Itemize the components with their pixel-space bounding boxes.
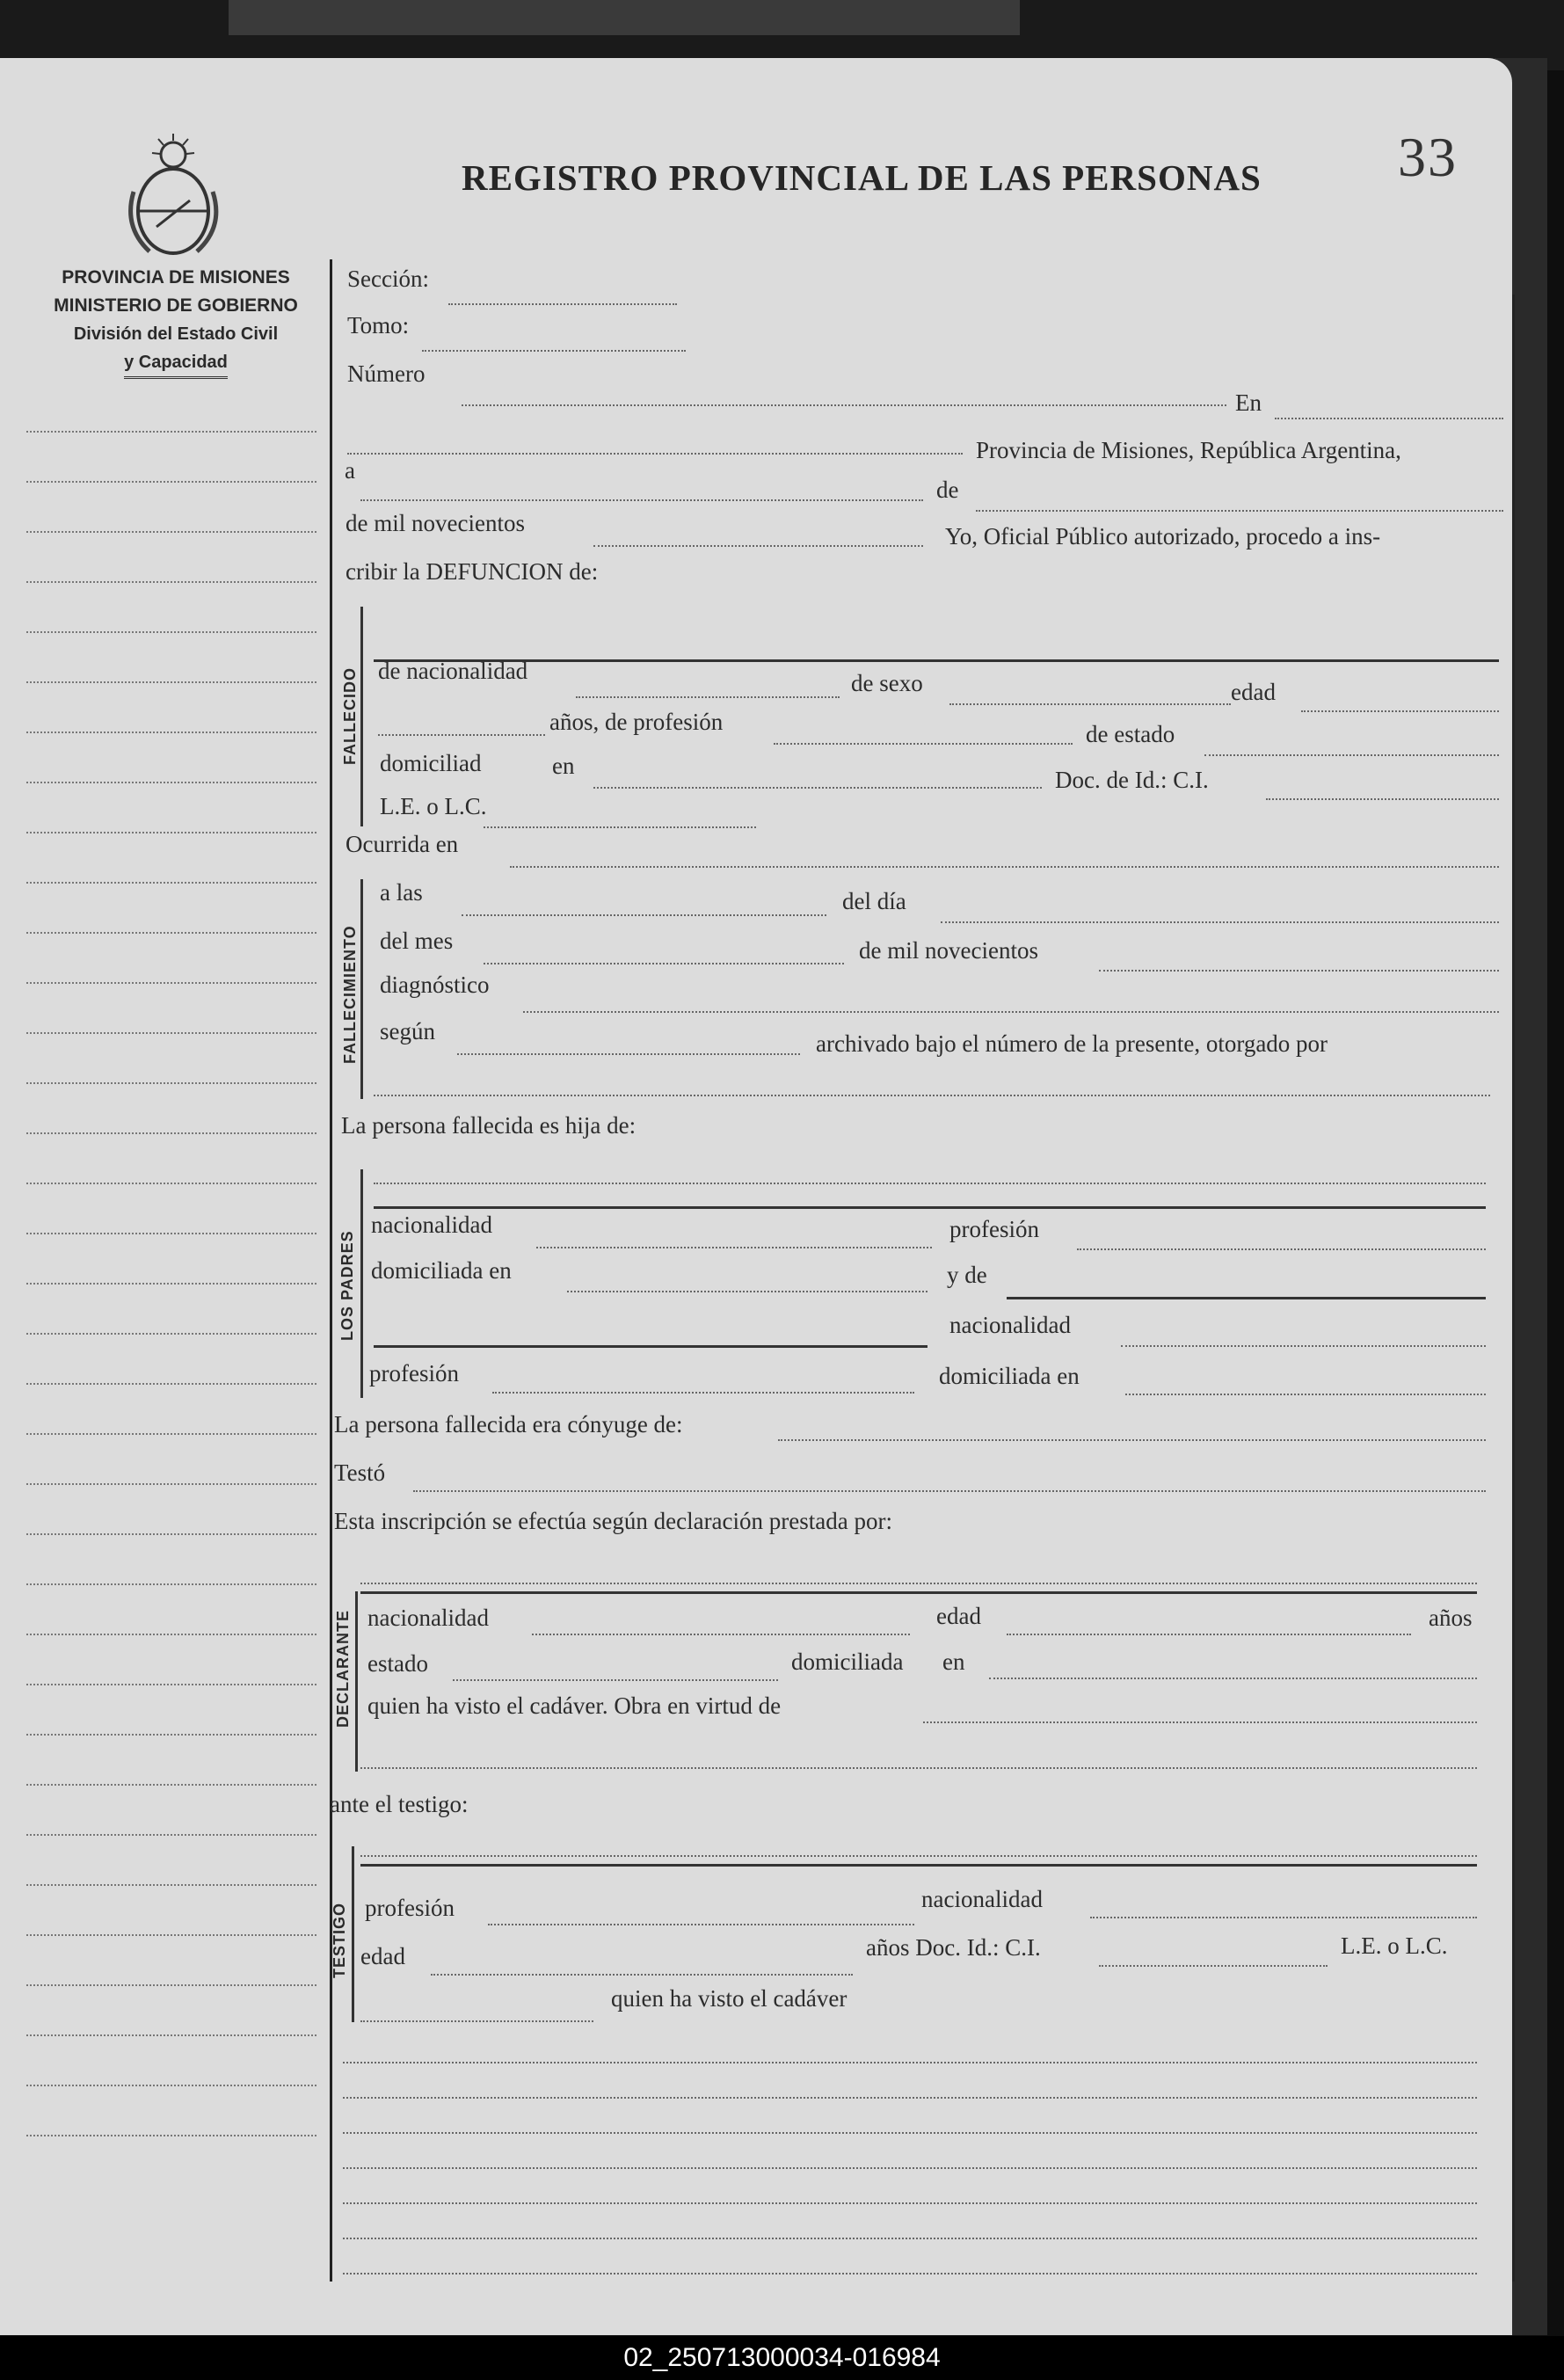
label-declarante-quien: quien ha visto el cadáver. Obra en virtud de <box>367 1692 782 1719</box>
label-declaracion: Esta inscripción se efectúa según declaración prestada por: <box>334 1508 892 1534</box>
label-fallecido-estado: de estado <box>1086 721 1175 747</box>
field-a-las[interactable] <box>462 914 826 916</box>
field-fallecido-estado[interactable] <box>1204 754 1499 756</box>
field-fallecido-domicilio[interactable] <box>593 787 1042 789</box>
field-lugar[interactable] <box>347 453 963 455</box>
field-madre-nacionalidad[interactable] <box>1121 1345 1486 1347</box>
label-ocurrida: Ocurrida en <box>346 831 459 857</box>
field-declarante-line[interactable] <box>360 1591 1477 1594</box>
field-testigo-nombre[interactable] <box>360 1855 1477 1857</box>
field-declarante-nombre[interactable] <box>360 1583 1477 1584</box>
issuer-division: División del Estado Civil <box>73 324 279 344</box>
label-fallecido-en: en <box>552 753 575 779</box>
fallecimiento-bracket <box>360 879 363 1099</box>
field-nombre-fallecido[interactable] <box>374 659 1499 662</box>
label-testigo-anos-doc: años Doc. Id.: C.I. <box>866 1934 1041 1961</box>
label-declarante-nacionalidad: nacionalidad <box>367 1605 489 1631</box>
label-fallecido-anos-profesion: años, de profesión <box>549 709 724 735</box>
label-declarante-en: en <box>942 1649 965 1675</box>
notes-line[interactable] <box>343 2238 1477 2239</box>
issuer-capacity: y Capacidad <box>124 348 228 379</box>
section-label-fallecido: FALLECIDO <box>341 667 359 765</box>
field-fallecido-sexo[interactable] <box>949 703 1231 705</box>
label-testo: Testó <box>334 1459 386 1486</box>
field-padre-nombre[interactable] <box>374 1183 1486 1184</box>
issuer-ministry: MINISTERIO DE GOBIERNO <box>54 295 298 316</box>
field-testigo-edad[interactable] <box>431 1974 853 1976</box>
section-label-fallecimiento: FALLECIMIENTO <box>341 925 359 1064</box>
label-fallecido-sexo: de sexo <box>851 670 923 696</box>
label-fallecido-le-lc: L.E. o L.C. <box>380 793 487 819</box>
field-testigo-le-lc[interactable] <box>360 2020 593 2022</box>
field-declarante-estado[interactable] <box>453 1679 778 1681</box>
label-madre-domiciliada: domiciliada en <box>939 1363 1080 1389</box>
label-madre-profesion: profesión <box>369 1360 459 1387</box>
field-de-mil[interactable] <box>593 545 923 547</box>
label-testigo-quien: quien ha visto el cadáver <box>611 1985 847 2012</box>
label-archivado: archivado bajo el número de la presente, otorgado por <box>816 1030 1328 1057</box>
margin-notes <box>26 431 316 2185</box>
field-numero[interactable] <box>462 404 1226 406</box>
label-declarante-edad: edad <box>936 1603 981 1629</box>
field-testo[interactable] <box>413 1490 1486 1492</box>
label-padre-nacionalidad: nacionalidad <box>371 1212 492 1238</box>
field-tomo[interactable] <box>422 350 686 352</box>
fallecido-bracket <box>360 607 363 826</box>
label-del-mes: del mes <box>380 928 454 954</box>
field-fallecido-nacionalidad[interactable] <box>576 696 840 698</box>
field-diagnostico[interactable] <box>523 1011 1499 1013</box>
label-del-dia: del día <box>842 888 906 914</box>
section-label-padres: LOS PADRES <box>338 1230 356 1341</box>
field-fallecido-anos[interactable] <box>378 734 545 736</box>
label-de: de <box>936 477 959 503</box>
field-testigo-doc[interactable] <box>1099 1965 1328 1967</box>
label-fallecido-domicilio: domiciliad <box>380 750 482 776</box>
field-fallecido-doc[interactable] <box>1266 798 1499 800</box>
field-padre-domicilio[interactable] <box>567 1291 927 1292</box>
notes-line[interactable] <box>343 2132 1477 2134</box>
field-fallec-de-mil[interactable] <box>1099 970 1499 972</box>
label-fallecido-nacionalidad: de nacionalidad <box>378 658 528 684</box>
notes-line[interactable] <box>343 2167 1477 2169</box>
label-tomo: Tomo: <box>347 312 410 338</box>
field-madre-profesion[interactable] <box>492 1392 914 1394</box>
label-declarante-estado: estado <box>367 1650 428 1677</box>
field-del-dia[interactable] <box>941 921 1499 923</box>
label-en: En <box>1235 389 1262 416</box>
label-y-de: y de <box>947 1262 987 1288</box>
label-declarante-domiciliada: domiciliada <box>791 1649 904 1675</box>
label-madre-nacionalidad: nacionalidad <box>949 1312 1071 1338</box>
testigo-bracket <box>352 1846 354 2022</box>
field-en[interactable] <box>1275 418 1503 419</box>
padres-bracket <box>360 1169 363 1398</box>
field-padre-line[interactable] <box>374 1206 1486 1209</box>
field-padre-profesion[interactable] <box>1077 1248 1486 1250</box>
label-a: a <box>345 457 355 484</box>
label-conyuge: La persona fallecida era cónyuge de: <box>334 1411 683 1437</box>
label-seccion: Sección: <box>347 266 429 292</box>
label-segun: según <box>380 1018 435 1044</box>
field-ocurrida[interactable] <box>510 866 1499 868</box>
label-declarante-anos: años <box>1429 1605 1473 1631</box>
field-madre-nombre[interactable] <box>1007 1297 1486 1299</box>
label-hija-de: La persona fallecida es hija de: <box>341 1112 637 1139</box>
label-provincia: Provincia de Misiones, República Argentina, <box>976 437 1401 463</box>
field-fallecido-edad[interactable] <box>1301 710 1499 712</box>
field-segun[interactable] <box>457 1053 800 1055</box>
section-label-declarante: DECLARANTE <box>334 1610 352 1728</box>
notes-line[interactable] <box>343 2062 1477 2063</box>
left-margin-rule <box>330 259 332 2282</box>
label-fallecido-edad: edad <box>1231 679 1276 705</box>
right-border-rule <box>1512 295 1515 2282</box>
field-testigo-line[interactable] <box>360 1864 1477 1867</box>
document-title: REGISTRO PROVINCIAL DE LAS PERSONAS <box>462 157 1262 198</box>
declarante-bracket <box>355 1591 358 1772</box>
label-de-mil: de mil novecientos <box>346 510 525 536</box>
field-fallecido-le-lc[interactable] <box>484 826 756 828</box>
label-testigo-le-lc: L.E. o L.C. <box>1341 1932 1448 1959</box>
issuer-block <box>26 264 325 379</box>
label-testigo-edad: edad <box>360 1943 405 1969</box>
field-declarante-extra[interactable] <box>360 1767 1477 1769</box>
field-del-mes[interactable] <box>484 963 844 964</box>
label-testigo-profesion: profesión <box>365 1895 455 1921</box>
label-yo: Yo, Oficial Público autorizado, procedo a ins- <box>945 523 1381 550</box>
scan-id-footer: 02_250713000034-016984 <box>0 2336 1564 2380</box>
page-number: 33 <box>1398 126 1458 188</box>
field-testigo-profesion[interactable] <box>488 1924 914 1925</box>
field-seccion[interactable] <box>448 303 677 305</box>
label-fallecido-doc: Doc. de Id.: C.I. <box>1055 767 1209 793</box>
label-diagnostico: diagnóstico <box>380 972 490 998</box>
notes-line[interactable] <box>343 2097 1477 2099</box>
label-padre-domiciliada: domiciliada en <box>371 1257 512 1284</box>
label-fallec-de-mil: de mil novecientos <box>859 937 1038 964</box>
label-a-las: a las <box>380 879 423 906</box>
field-a[interactable] <box>360 499 923 501</box>
field-conyuge[interactable] <box>778 1439 1486 1441</box>
coat-of-arms-icon <box>123 130 224 262</box>
field-padre-nacionalidad[interactable] <box>536 1247 932 1248</box>
field-fallecido-profesion[interactable] <box>774 743 1073 745</box>
field-testigo-nacionalidad[interactable] <box>1090 1917 1477 1918</box>
field-declarante-obra[interactable] <box>923 1721 1477 1723</box>
background-paper <box>229 0 1020 35</box>
label-inscribir: cribir la DEFUNCION de: <box>346 558 599 585</box>
issuer-province: PROVINCIA DE MISIONES <box>62 267 290 287</box>
field-de[interactable] <box>976 510 1503 512</box>
field-otorgado-por[interactable] <box>374 1095 1490 1096</box>
notes-line[interactable] <box>343 2273 1477 2274</box>
label-padre-profesion: profesión <box>949 1216 1039 1242</box>
field-madre-domicilio[interactable] <box>1125 1394 1486 1395</box>
section-label-testigo: TESTIGO <box>331 1902 348 1978</box>
label-numero: Número <box>347 360 426 387</box>
field-declarante-domicilio[interactable] <box>989 1678 1477 1679</box>
notes-line[interactable] <box>343 2202 1477 2204</box>
label-ante-testigo: ante el testigo: <box>330 1791 469 1817</box>
field-madre-line[interactable] <box>374 1345 927 1348</box>
field-declarante-nacionalidad[interactable] <box>532 1634 910 1635</box>
field-declarante-edad[interactable] <box>1007 1634 1411 1635</box>
label-testigo-nacionalidad: nacionalidad <box>921 1886 1043 1912</box>
